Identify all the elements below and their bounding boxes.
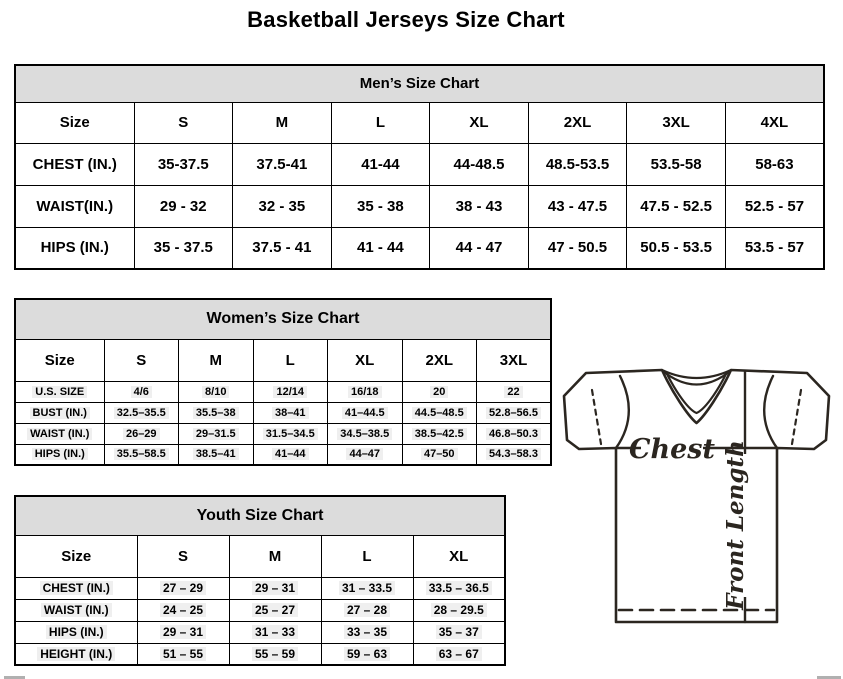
size-cell: 32 - 35 bbox=[233, 185, 332, 227]
right-armhole-seam bbox=[764, 376, 777, 448]
women-table-title: Women’s Size Chart bbox=[15, 299, 551, 339]
size-cell: 38.5–41 bbox=[179, 444, 254, 465]
size-cell: 41 - 44 bbox=[331, 227, 430, 269]
size-cell: 52.5 - 57 bbox=[725, 185, 824, 227]
size-cell: 33 – 35 bbox=[321, 621, 413, 643]
column-header: XL bbox=[413, 535, 505, 577]
size-cell: 31.5–34.5 bbox=[253, 423, 328, 444]
size-cell: 35 – 37 bbox=[413, 621, 505, 643]
size-cell: 48.5-53.5 bbox=[528, 143, 627, 185]
row-label: CHEST (IN.) bbox=[15, 143, 134, 185]
front-length-label: Front Length bbox=[722, 440, 749, 610]
size-cell: 35.5–58.5 bbox=[104, 444, 179, 465]
size-cell: 29–31.5 bbox=[179, 423, 254, 444]
table-row bbox=[15, 423, 551, 444]
column-header: S bbox=[134, 102, 233, 143]
youth-table-title: Youth Size Chart bbox=[15, 496, 505, 535]
size-cell: 43 - 47.5 bbox=[528, 185, 627, 227]
size-cell: 35-37.5 bbox=[134, 143, 233, 185]
column-header: Size bbox=[15, 339, 104, 381]
size-cell: 29 - 32 bbox=[134, 185, 233, 227]
table-row bbox=[15, 444, 551, 465]
table-row bbox=[15, 621, 505, 643]
table-row bbox=[15, 185, 824, 227]
chest-label: Chest bbox=[629, 434, 715, 465]
row-label: HIPS (IN.) bbox=[15, 621, 137, 643]
size-cell: 55 – 59 bbox=[229, 643, 321, 665]
size-cell: 12/14 bbox=[253, 381, 328, 402]
size-cell: 22 bbox=[477, 381, 552, 402]
row-label: WAIST (IN.) bbox=[15, 599, 137, 621]
size-cell: 35.5–38 bbox=[179, 402, 254, 423]
column-header: 4XL bbox=[725, 102, 824, 143]
size-cell: 38 - 43 bbox=[430, 185, 529, 227]
size-cell: 31 – 33.5 bbox=[321, 577, 413, 599]
jersey-outline bbox=[564, 370, 829, 622]
size-cell: 35 - 38 bbox=[331, 185, 430, 227]
row-label: WAIST (IN.) bbox=[15, 423, 104, 444]
row-label: WAIST(IN.) bbox=[15, 185, 134, 227]
size-cell: 24 – 25 bbox=[137, 599, 229, 621]
size-cell: 32.5–35.5 bbox=[104, 402, 179, 423]
left-cuff-dashed-line bbox=[592, 390, 601, 444]
size-cell: 52.8–56.5 bbox=[477, 402, 552, 423]
size-cell: 54.3–58.3 bbox=[477, 444, 552, 465]
size-cell: 44–47 bbox=[328, 444, 403, 465]
column-header: Size bbox=[15, 102, 134, 143]
size-cell: 8/10 bbox=[179, 381, 254, 402]
row-label: HIPS (IN.) bbox=[15, 444, 104, 465]
column-header: S bbox=[104, 339, 179, 381]
jersey-measurement-diagram bbox=[556, 360, 840, 632]
size-cell: 44-48.5 bbox=[430, 143, 529, 185]
column-header: 3XL bbox=[477, 339, 552, 381]
size-cell: 4/6 bbox=[104, 381, 179, 402]
size-cell: 41–44.5 bbox=[328, 402, 403, 423]
row-label: CHEST (IN.) bbox=[15, 577, 137, 599]
size-cell: 35 - 37.5 bbox=[134, 227, 233, 269]
row-label: BUST (IN.) bbox=[15, 402, 104, 423]
size-cell: 41–44 bbox=[253, 444, 328, 465]
size-cell: 37.5-41 bbox=[233, 143, 332, 185]
size-cell: 51 – 55 bbox=[137, 643, 229, 665]
column-header: L bbox=[331, 102, 430, 143]
size-cell: 38.5–42.5 bbox=[402, 423, 477, 444]
mens-size-table bbox=[14, 64, 825, 270]
size-cell: 29 – 31 bbox=[229, 577, 321, 599]
size-cell: 29 – 31 bbox=[137, 621, 229, 643]
size-cell: 27 – 29 bbox=[137, 577, 229, 599]
column-header: L bbox=[321, 535, 413, 577]
size-cell: 34.5–38.5 bbox=[328, 423, 403, 444]
men-table-title: Men’s Size Chart bbox=[15, 65, 824, 102]
size-cell: 47–50 bbox=[402, 444, 477, 465]
row-label: U.S. SIZE bbox=[15, 381, 104, 402]
column-header: XL bbox=[430, 102, 529, 143]
column-header: Size bbox=[15, 535, 137, 577]
table-row bbox=[15, 577, 505, 599]
size-cell: 16/18 bbox=[328, 381, 403, 402]
size-cell: 53.5-58 bbox=[627, 143, 726, 185]
size-cell: 41-44 bbox=[331, 143, 430, 185]
row-label: HIPS (IN.) bbox=[15, 227, 134, 269]
column-header: M bbox=[233, 102, 332, 143]
column-header: XL bbox=[328, 339, 403, 381]
column-header: S bbox=[137, 535, 229, 577]
size-cell: 47.5 - 52.5 bbox=[627, 185, 726, 227]
column-header: M bbox=[229, 535, 321, 577]
size-cell: 46.8–50.3 bbox=[477, 423, 552, 444]
left-armhole-seam bbox=[616, 376, 629, 448]
size-cell: 28 – 29.5 bbox=[413, 599, 505, 621]
column-header: 2XL bbox=[402, 339, 477, 381]
womens-size-table bbox=[14, 298, 552, 466]
page-title: Basketball Jerseys Size Chart bbox=[247, 7, 565, 32]
size-cell: 44.5–48.5 bbox=[402, 402, 477, 423]
right-cuff-dashed-line bbox=[792, 390, 801, 444]
size-cell: 38–41 bbox=[253, 402, 328, 423]
table-row bbox=[15, 643, 505, 665]
size-cell: 33.5 – 36.5 bbox=[413, 577, 505, 599]
table-row bbox=[15, 402, 551, 423]
size-cell: 26–29 bbox=[104, 423, 179, 444]
size-cell: 31 – 33 bbox=[229, 621, 321, 643]
table-row bbox=[15, 227, 824, 269]
size-cell: 59 – 63 bbox=[321, 643, 413, 665]
table-row bbox=[15, 381, 551, 402]
size-cell: 27 – 28 bbox=[321, 599, 413, 621]
column-header: 3XL bbox=[627, 102, 726, 143]
size-cell: 25 – 27 bbox=[229, 599, 321, 621]
size-cell: 50.5 - 53.5 bbox=[627, 227, 726, 269]
youth-size-table bbox=[14, 495, 506, 666]
size-cell: 44 - 47 bbox=[430, 227, 529, 269]
size-cell: 37.5 - 41 bbox=[233, 227, 332, 269]
size-cell: 63 – 67 bbox=[413, 643, 505, 665]
column-header: 2XL bbox=[528, 102, 627, 143]
size-cell: 47 - 50.5 bbox=[528, 227, 627, 269]
size-cell: 58-63 bbox=[725, 143, 824, 185]
column-header: L bbox=[253, 339, 328, 381]
size-cell: 53.5 - 57 bbox=[725, 227, 824, 269]
table-row bbox=[15, 143, 824, 185]
size-cell: 20 bbox=[402, 381, 477, 402]
column-header: M bbox=[179, 339, 254, 381]
row-label: HEIGHT (IN.) bbox=[15, 643, 137, 665]
table-row bbox=[15, 599, 505, 621]
